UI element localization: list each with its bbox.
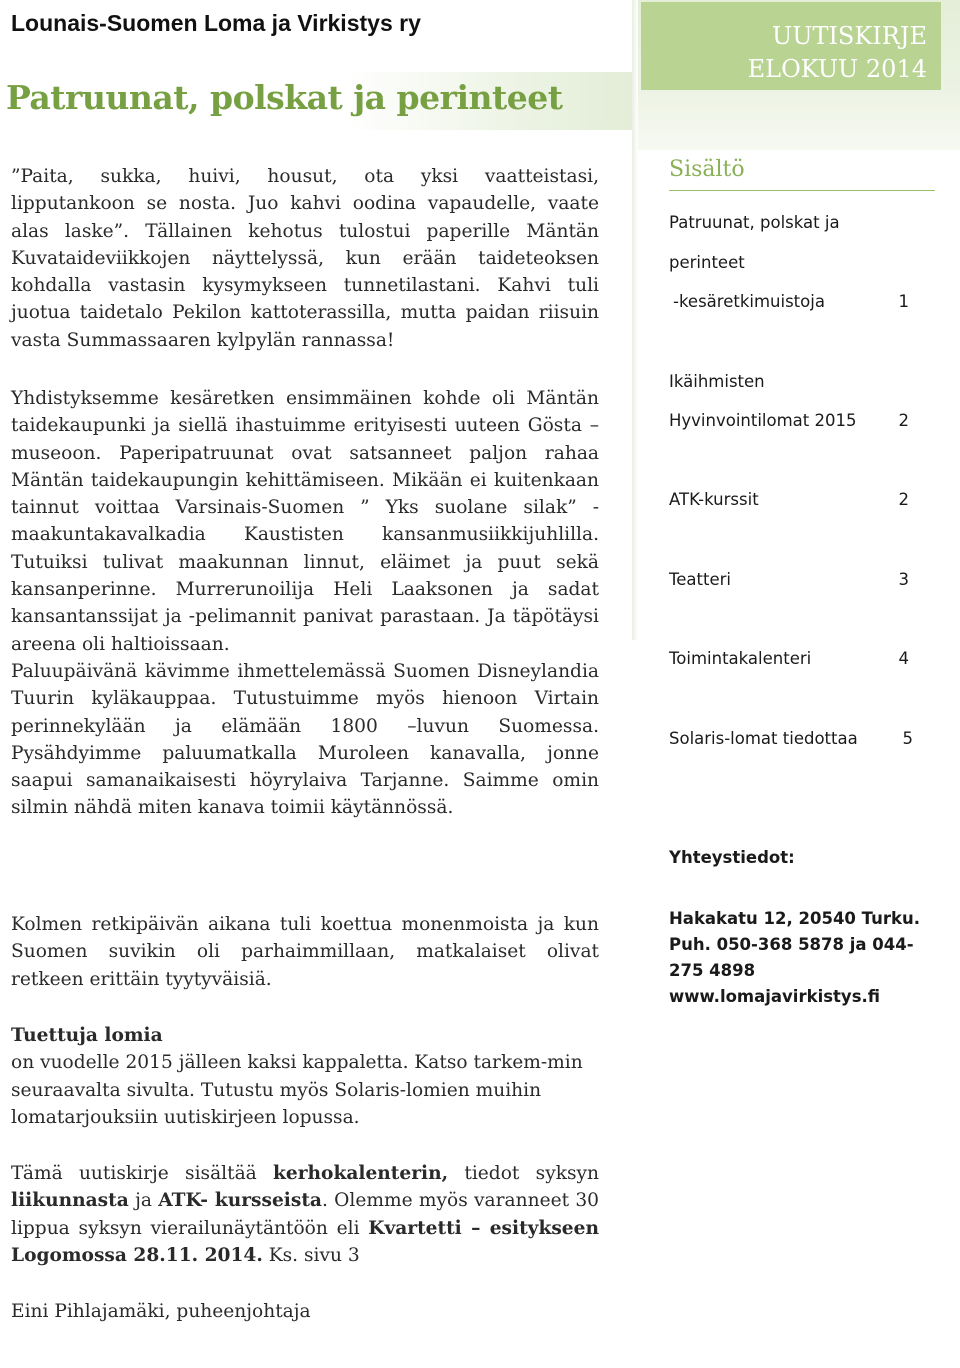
toc-item-6 bbox=[669, 729, 913, 748]
toc-item-3-page: 2 bbox=[898, 490, 909, 509]
supported-holidays-section bbox=[11, 1022, 599, 1131]
contact-website: www.lomajavirkistys.fi bbox=[669, 987, 881, 1006]
p6-text-c: tiedot syksyn bbox=[448, 1163, 599, 1184]
paragraph-4: Kolmen retkipäivän aikana tuli koettua monenmoista ja kun Suomen suvikin oli parhaimmillaan, matkalaiset olivat retkeen erittäin tyytyväisiä. bbox=[11, 914, 599, 990]
contact-phone-line1: Puh. 050-368 5878 ja 044- bbox=[669, 935, 914, 954]
toc-item-2-page: 2 bbox=[898, 411, 909, 430]
toc-item-3 bbox=[669, 490, 909, 509]
paragraph-6 bbox=[11, 1160, 599, 1269]
p6-text-e: ja bbox=[128, 1190, 159, 1212]
contact-heading: Yhteystiedot: bbox=[669, 848, 795, 867]
toc-item-4-label: Teatteri bbox=[669, 570, 731, 589]
toc-item-2-line1: Ikäihmisten bbox=[669, 372, 765, 391]
paragraph-3: Paluupäivänä kävimme ihmettelemässä Suomen Disneylandia Tuurin kyläkauppaa. Tutustuimme myös hienoon Virtain perinnekylään ja elämään 1800 –luvun Suomessa. Pysähdyimme paluumatkalla Muroleen kanavalla, jonne saapui samanaikaisesti höyrylaiva Tarjanne. Saimme omin silmin nähdä miten kanava toimii käytännössä. bbox=[11, 660, 599, 819]
newsletter-date: ELOKUU 2014 bbox=[747, 55, 927, 83]
newsletter-badge bbox=[641, 2, 941, 90]
toc-item-1 bbox=[669, 292, 909, 311]
paragraph-2: Yhdistyksemme kesäretken ensimmäinen kohde oli Mäntän taidekaupunki ja siellä ihastuimme erityisesti uuteen Gösta –museoon. Paperipatruunat ovat satsanneet paljon rahaa Mäntän taidekaupungin kehittämiseen. Mikään ei kuitenkaan tainnut voittaa Varsinais-Suomen ” Yks suolane silak” - maakuntakavalkadia Kaustisten kansanmusiikkijuhlilla. Tutuiksi tulivat maakunnan linnut, eläimet ja puut sekä kansanperinne. Murrerunoilija Heli Laaksonen ja sadat kansantanssijat ja -pelimannit panivat parastaan. Ja täpötäysi areena oli haltioissaan. bbox=[11, 388, 599, 655]
paragraph-1: ”Paita, sukka, huivi, housut, ota yksi vaatteistasi, lipputankoon se nosta. Juo kahvi oodina vapaudelle, vaate alas laske”. Tällainen kehotus tulostui paperille Mäntän Kuvataideviikkojen näyttelyssä, kun erään taideteoksen kohdalla vastasin kysymykseen tunnetilastani. Kahvi tuli juotua taidetalo Pekilon kattoterassilla, mutta paidan riisuin vasta Summassaaren kylpylän rannassa! bbox=[11, 166, 599, 351]
toc-item-5 bbox=[669, 649, 909, 668]
p6-sports: liikunnasta bbox=[11, 1190, 129, 1212]
signature: Eini Pihlajamäki, puheenjohtaja bbox=[11, 1301, 311, 1322]
contact-block bbox=[669, 906, 939, 1010]
toc-item-1-page: 1 bbox=[898, 292, 909, 311]
supported-holidays-heading: Tuettuja lomia bbox=[11, 1025, 163, 1046]
p6-text-g: . Olemme myös varanneet 30 lippua syksyn vierailunäytäntöön eli bbox=[11, 1190, 599, 1239]
p6-kvartetti-show: Kvartetti – esitykseen Logomossa 28.11. 2014. bbox=[11, 1217, 599, 1266]
article-intro bbox=[11, 163, 599, 354]
supported-holidays-text: on vuodelle 2015 jälleen kaksi kappaletta. Katso tarkem-min seuraavalta sivulta. Tutustu myös Solaris-lomien muihin lomatarjouksiin uutiskirjeen lopussa. bbox=[11, 1052, 583, 1128]
newsletter-label: UUTISKIRJE bbox=[771, 22, 927, 50]
page-title: Patruunat, polskat ja perinteet bbox=[6, 78, 563, 117]
toc-item-2-line2: Hyvinvointilomat 2015 bbox=[669, 411, 857, 430]
toc-item-1-line1: Patruunat, polskat ja bbox=[669, 213, 840, 232]
article-trip bbox=[11, 385, 599, 822]
toc-item-2 bbox=[669, 411, 909, 430]
contact-address: Hakakatu 12, 20540 Turku. bbox=[669, 909, 920, 928]
toc-item-6-label: Solaris-lomat tiedottaa bbox=[669, 729, 858, 748]
toc-item-4-page: 3 bbox=[898, 570, 909, 589]
toc-item-1-line3: -kesäretkimuistoja bbox=[673, 292, 825, 311]
contact-phone-line2: 275 4898 bbox=[669, 961, 756, 980]
p6-club-calendar: kerhokalenterin, bbox=[273, 1163, 449, 1184]
p6-computer-courses: ATK- kursseista bbox=[158, 1190, 322, 1212]
newsletter-contents-paragraph bbox=[11, 1160, 599, 1269]
article-summary bbox=[11, 911, 599, 993]
column-divider bbox=[632, 0, 638, 640]
toc-divider bbox=[669, 190, 935, 191]
toc-item-5-page: 4 bbox=[898, 649, 909, 668]
toc-item-5-label: Toimintakalenteri bbox=[669, 649, 812, 668]
toc-item-3-label: ATK-kurssit bbox=[669, 490, 759, 509]
p6-text-a: Tämä uutiskirje sisältää bbox=[11, 1163, 274, 1184]
toc-heading: Sisältö bbox=[669, 157, 745, 182]
organization-name: Lounais-Suomen Loma ja Virkistys ry bbox=[11, 10, 421, 36]
toc-item-6-page: 5 bbox=[902, 729, 913, 748]
toc-item-1-line2: perinteet bbox=[669, 253, 745, 272]
p6-text-i: Ks. sivu 3 bbox=[262, 1244, 360, 1266]
sidebar bbox=[652, 150, 952, 1368]
toc-item-4 bbox=[669, 570, 909, 589]
